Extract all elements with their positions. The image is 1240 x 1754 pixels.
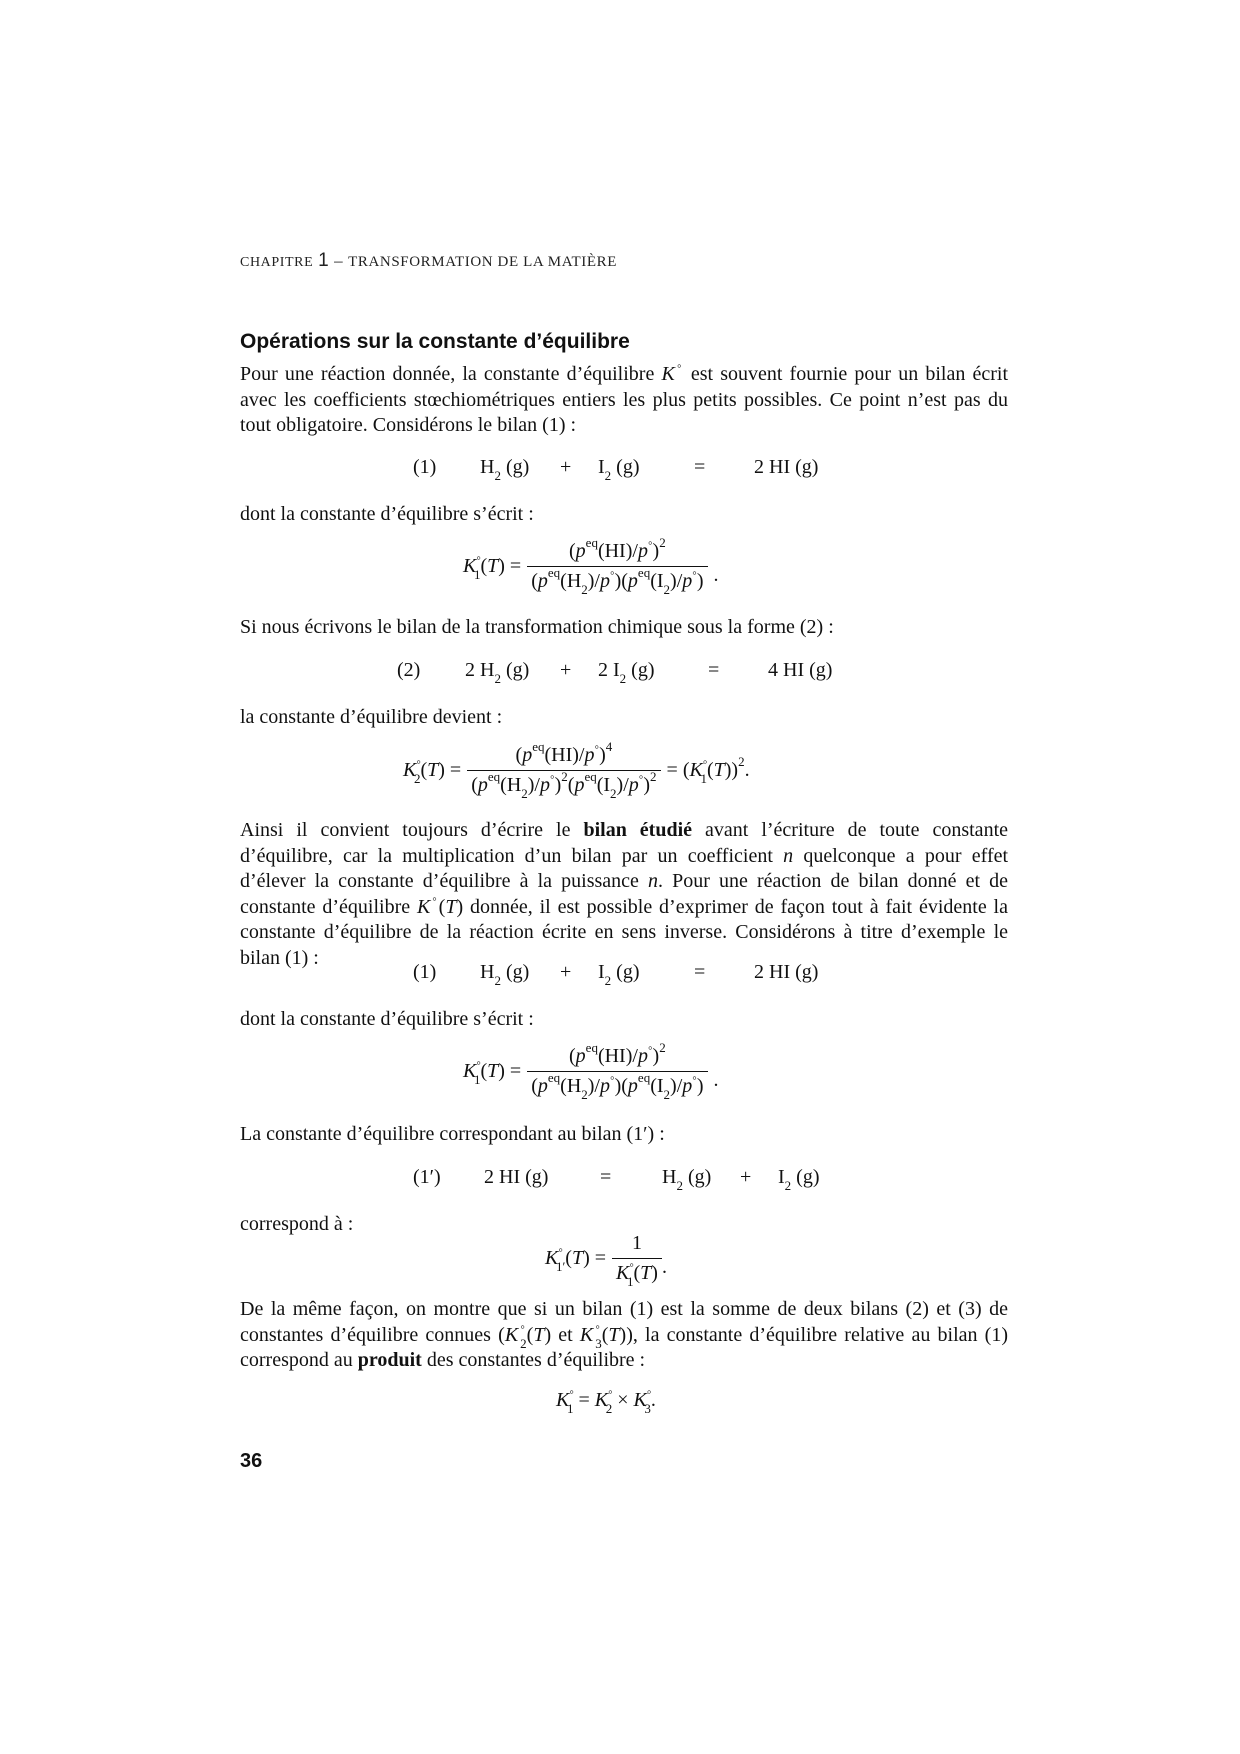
reaction-1 — [0, 456, 1240, 486]
reaction-1-repeat — [0, 961, 1240, 991]
phase: (g) — [616, 961, 640, 983]
subscript: 2 — [494, 973, 501, 988]
reaction-label: (2) — [397, 659, 421, 681]
main-text-a: Ainsi il convient toujours d’écrire le — [240, 819, 571, 841]
bold-term: produit — [357, 1349, 422, 1371]
running-head-separator: – — [334, 251, 344, 270]
reactant-1: H — [480, 961, 495, 983]
text-line: La constante d’équilibre correspondant au bilan (1′) : — [240, 1123, 665, 1145]
main-text-e: donnée, il est possible d’exprimer de façon tout à fait évidente la constante d’équilibre de la réaction écrite en sens inverse. Considérons à titre d’exemple le bilan (1) : — [240, 895, 1008, 969]
product: 4 HI (g) — [768, 659, 833, 681]
reaction-2 — [0, 659, 1240, 689]
plus-sign: + — [560, 456, 572, 478]
fraction: $\frac{(p^{eq}(HI)/p^◦)^2}{(p^{eq}(H_2)/p^◦)(p^{eq}(I_2)/p^◦)}$ — [527, 540, 707, 593]
reaction-label: (1) — [413, 456, 437, 478]
phase: (g) — [505, 961, 530, 983]
reactant-2: 2 I — [598, 659, 620, 681]
phase: (g) — [687, 1166, 712, 1188]
product-1: H — [662, 1166, 677, 1188]
text-corresponding — [240, 1122, 1008, 1148]
reactant-1: 2 H — [465, 659, 495, 681]
chapter-word: CHAPITRE — [240, 255, 314, 270]
fraction: $\frac{(p^{eq}(HI)/p^◦)^4}{(p^{eq}(H_2)/p^◦)^2(p^{eq}(I_2)/p^◦)^2}$ — [467, 744, 660, 797]
reactant-1: 2 HI (g) — [484, 1166, 549, 1188]
text-constant-1b — [240, 1007, 1008, 1033]
subscript: 2 — [784, 1178, 792, 1193]
text-line: correspond à : — [240, 1213, 354, 1235]
bold-term: bilan étudié — [583, 819, 693, 841]
main-text-c: quelconque a pour effet d’élever la constante d’équilibre à la puissance — [240, 844, 1009, 892]
plus-sign: + — [560, 961, 572, 983]
subscript: 2 — [604, 973, 612, 988]
equation-k2: $K^◦_2(T)$ = $\frac{(p^{eq}(HI)/p^◦)^4}{(p^{eq}(H_2)/p^◦)^2(p^{eq}(I_2)/p^◦)^2}$ = $(K^◦_1(T))^2$. — [403, 739, 750, 801]
reactant-2: I — [598, 456, 605, 478]
main-text-b: avant l’écriture de toute constante d’équilibre, car la multiplication d’un bilan par un coefficient — [240, 819, 1008, 867]
text-line: dont la constante d’équilibre s’écrit : — [240, 1008, 534, 1030]
section-title: Opérations sur la constante d’équilibre — [240, 330, 630, 353]
subscript: 2 — [604, 468, 612, 483]
final-text-a: De la même façon, on montre que si un bilan (1) est la somme de deux bilans (2) et (3) de constantes d’équilibre connues ( — [240, 1298, 1008, 1346]
equation-k1-repeat: $K^◦_1(T)$ = $\frac{(p^{eq}(HI)/p^◦)^2}{(p^{eq}(H_2)/p^◦)(p^{eq}(I_2)/p^◦)}$ . — [463, 1040, 719, 1102]
subscript: 2 — [619, 671, 627, 686]
reaction-1-prime — [0, 1166, 1240, 1196]
intro-paragraph: Pour une réaction donnée, la constante d’équilibre K◦ est souvent fournie pour un bilan écrit avec les coefficients stœchiométriques entiers les plus petits possibles. Ce point n’est pas du tout obligatoire. Considérons le bilan (1) : — [240, 358, 1009, 436]
plus-sign: + — [560, 659, 572, 681]
reactant-1: H — [480, 456, 495, 478]
equation-k1-prime: $K^◦_{1'}(T)$ = $\frac{1}{K^◦_1(T)}$ . — [545, 1232, 667, 1289]
phase: (g) — [505, 456, 530, 478]
equals-sign: = — [600, 1166, 612, 1188]
product: 2 HI (g) — [754, 961, 819, 983]
text-constant-1 — [240, 502, 1008, 528]
text-line: la constante d’équilibre devient : — [240, 706, 503, 728]
subscript: 2 — [676, 1178, 683, 1193]
reactant-2: I — [598, 961, 605, 983]
phase: (g) — [796, 1166, 820, 1188]
plus-sign: + — [740, 1166, 752, 1188]
phase: (g) — [616, 456, 640, 478]
main-text-d: . Pour une réaction de bilan donné et de constante d’équilibre — [240, 870, 1009, 918]
subscript: 2 — [494, 671, 501, 686]
running-head — [240, 250, 617, 272]
chapter-title: TRANSFORMATION DE LA MATIÈRE — [348, 254, 618, 270]
subscript: 2 — [494, 468, 501, 483]
text-form-2 — [240, 615, 1008, 641]
variable-n: n — [648, 870, 659, 892]
chapter-number: 1 — [318, 250, 330, 271]
variable-n: n — [783, 844, 794, 867]
page-number: 36 — [240, 1450, 263, 1472]
equals-sign: = — [694, 961, 706, 983]
main-paragraph: Ainsi il convient toujours d’écrire le bilan étudié avant l’écriture de toute constante d’équilibre, car la multiplication d’un bilan par un coefficient n quelconque a pour effet d’élever la constante d’équilibre à la puissance n. Pour une réaction de bilan donné et de constante d’équilibre K◦(T) donnée, il est possible d’exprimer de façon tout à fait évidente la constante d’équilibre de la réaction écrite en sens inverse. Considérons à titre d’exemple le bilan (1) : — [240, 819, 1009, 969]
equals-sign: = — [708, 659, 720, 681]
final-paragraph: De la même façon, on montre que si un bilan (1) est la somme de deux bilans (2) et (3) de constantes d’équilibre connues ($K^◦_2(T)$ et $K^◦_3(T)$), la constante d’équilibre relative au bilan (1) correspond au produit des constantes d’équilibre : — [240, 1298, 1009, 1371]
reaction-label: (1′) — [413, 1166, 441, 1188]
final-text-et: et — [558, 1323, 573, 1346]
product: 2 HI (g) — [754, 456, 819, 478]
intro-text-b: est souvent fournie pour un bilan écrit avec les coefficients stœchiométriques entiers les plus petits possibles. Ce point n’est pas du tout obligatoire. Considérons le bilan (1) : — [240, 363, 1009, 436]
fraction: $\frac{(p^{eq}(HI)/p^◦)^2}{(p^{eq}(H_2)/p^◦)(p^{eq}(I_2)/p^◦)}$ — [527, 1045, 707, 1098]
reaction-label: (1) — [413, 961, 437, 983]
text-becomes — [240, 705, 1008, 731]
text-line: dont la constante d’équilibre s’écrit : — [240, 503, 534, 525]
fraction: $\frac{1}{K^◦_1(T)}$ — [612, 1232, 662, 1285]
equation-k1: $K^◦_1(T)$ = $\frac{(p^{eq}(HI)/p^◦)^2}{(p^{eq}(H_2)/p^◦)(p^{eq}(I_2)/p^◦)}$ . — [463, 535, 719, 597]
equals-sign: = — [694, 456, 706, 478]
final-text-b: ), la constante d’équilibre relative au bilan (1) correspond au — [240, 1323, 1009, 1371]
phase: (g) — [631, 659, 655, 681]
final-text-c: des constantes d’équilibre : — [426, 1349, 646, 1371]
equation-product: $K^◦_1 = K^◦_2 \times K^◦_3$. — [556, 1384, 656, 1416]
phase: (g) — [505, 659, 530, 681]
intro-text-a: Pour une réaction donnée, la constante d’équilibre — [240, 363, 655, 385]
product-2: I — [778, 1166, 785, 1188]
text-line: Si nous écrivons le bilan de la transformation chimique sous la forme (2) : — [240, 616, 834, 638]
